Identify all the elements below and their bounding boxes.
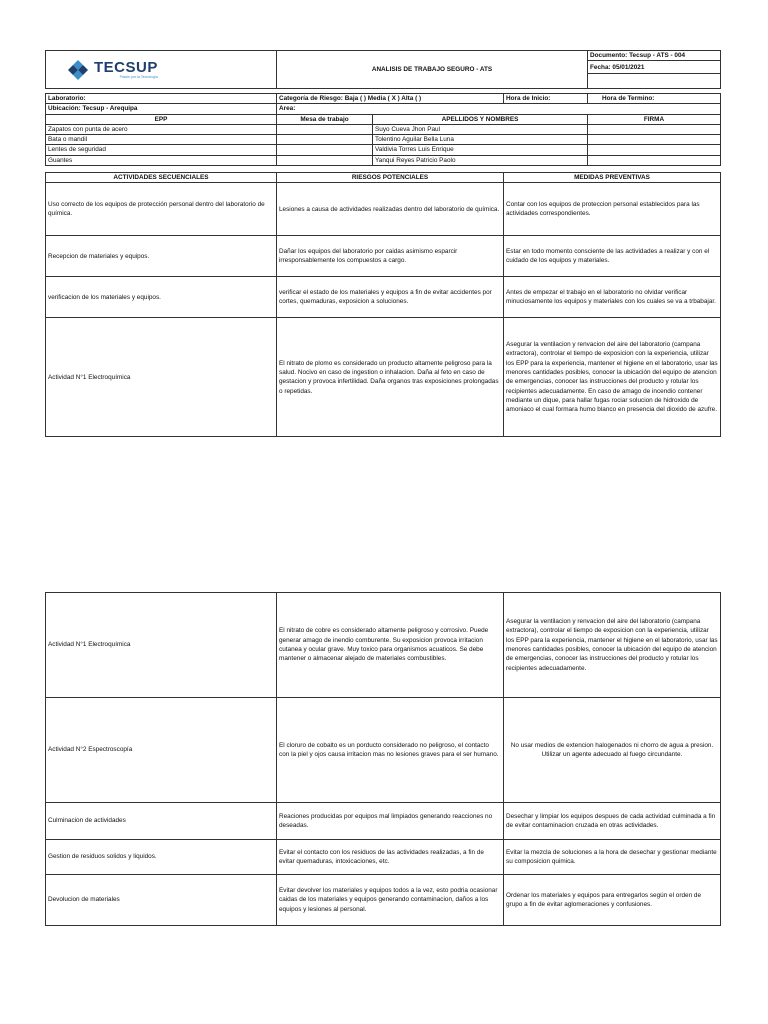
document-title: ANALISIS DE TRABAJO SEGURO - ATS: [277, 51, 588, 89]
mesa-cell: [277, 124, 373, 134]
document-code: Documento: Tecsup - ATS - 004: [588, 51, 721, 61]
mesa-header: Mesa de trabajo: [277, 114, 373, 124]
risk-cell: Dañar los equipos del laboratorio por caidas asimismo esparcir irresponsablemente los compuestos a cargo.: [277, 236, 504, 277]
activity-row: [46, 698, 721, 803]
nombre-cell: Valdivia Torres Luis Enrique: [373, 145, 588, 155]
hora-termino-label: Hora de Termino:: [588, 94, 721, 104]
firma-cell: [588, 135, 721, 145]
tecsup-logo: [48, 60, 274, 80]
medidas-header: MEDIDAS PREVENTIVAS: [504, 173, 721, 183]
logo-brand: TECSUP: [94, 58, 158, 76]
activity-row: [46, 318, 721, 437]
risk-cell: El nitrato de cobre es considerado altamente peligroso y corrosivo. Puede generar amago de inendio comburente. Su exposicion provoca irritacion cutanea y ocular grave. Muy toxico para organismos acuaticos. Se debe mantener o almacenar alejado de materiales combustibles.: [277, 593, 504, 698]
risk-cell: El cloruro de cobalto es un porducto considerado no peligroso, el contacto con la piel y ojos causa irritacion mas no lesiones graves para el ser humano.: [277, 698, 504, 803]
risk-cell: Evitar el contacto con los residuos de las actividades realizadas, a fin de evitar quemaduras, intoxicaciones, etc.: [277, 840, 504, 875]
firma-cell: [588, 155, 721, 165]
logo-tagline: Pasión por la Tecnología: [119, 74, 158, 79]
logo-cell: [46, 51, 277, 89]
risk-cell: Reaciones producidas por equipos mal limpiados generando reacciones no deseadas.: [277, 803, 504, 840]
mesa-cell: [277, 155, 373, 165]
activity-row: [46, 875, 721, 926]
measure-cell: Desechar y limpiar los equipos despues de cada actividad culminada a fin de evitar contaminacion cruzada en otras actividades.: [504, 803, 721, 840]
actividades-table-page-2: [45, 592, 721, 926]
risk-cell: Lesiones a causa de actividades realizadas dentro del laboratorio de química.: [277, 183, 504, 236]
document-date: Fecha: 05/01/2021: [588, 61, 721, 74]
activity-cell: Recepcion de materiales y equipos.: [46, 236, 277, 277]
ubicacion-label: Ubicación: Tecsup - Arequipa: [46, 104, 277, 114]
area-label: Area:: [277, 104, 721, 114]
activity-row: [46, 840, 721, 875]
firma-cell: [588, 145, 721, 155]
epp-row: [46, 145, 721, 155]
epp-item: Lentes de seguridad: [46, 145, 277, 155]
activity-cell: verificacion de los materiales y equipos.: [46, 277, 277, 318]
activity-cell: Uso correcto de los equipos de protección personal dentro del laboratorio de química.: [46, 183, 277, 236]
firma-cell: [588, 124, 721, 134]
activity-cell: Culminacion de actividades: [46, 803, 277, 840]
laboratorio-label: Laboratorio:: [46, 94, 277, 104]
activity-row: [46, 236, 721, 277]
activity-row: [46, 803, 721, 840]
mesa-cell: [277, 145, 373, 155]
nombres-header: APELLIDOS Y NOMBRES: [373, 114, 588, 124]
mesa-cell: [277, 135, 373, 145]
risk-cell: verificar el estado de los materiales y equipos a fin de evitar accidentes por cortes, quemaduras, exposicion a soluciones.: [277, 277, 504, 318]
epp-item: Guantes: [46, 155, 277, 165]
actividades-table-page-1: [45, 172, 721, 437]
activity-row: [46, 277, 721, 318]
activity-row: [46, 183, 721, 236]
measure-cell: Asegurar la ventilacion y renvacion del aire del laboratorio (campana extractora), controlar el tiempo de exposicion con la experiencia, utilizar los EPP para la experiencia, mantener el higiene en el laboratorio, usar las menores cantidades posibles, conocer la ubicación del equipo de atencion de emergencias, conocer las instrucciones del producto y rotular los recipientes adecuadamente.: [504, 593, 721, 698]
nombre-cell: Suyo Cueva Jhon Paul: [373, 124, 588, 134]
activity-cell: Actividad N°2 Espectroscopía: [46, 698, 277, 803]
measure-cell: Ordenar los materiales y equipos para entregarlos según el orden de grupo a fin de evitar aglomeraciones y confusiones.: [504, 875, 721, 926]
measure-cell: Antes de empezar el trabajo en el laboratorio no olvidar verificar minuciosamente los equipos y materiales con los cuales se va a trbabajar.: [504, 277, 721, 318]
nombre-cell: Tolentino Aguilar Bella Luna: [373, 135, 588, 145]
activity-cell: Actividad N°1 Electroquímica: [46, 318, 277, 437]
hora-inicio-label: Hora de Inicio:: [504, 94, 588, 104]
ats-sheet-page-1: [45, 50, 721, 89]
epp-row: [46, 155, 721, 165]
epp-row: [46, 135, 721, 145]
header-blank: [588, 74, 721, 89]
epp-row: [46, 124, 721, 134]
epp-item: Bata o mandil: [46, 135, 277, 145]
measure-cell: Asegurar la ventilacion y renvacion del aire del laboratorio (campana extractora), controlar el tiempo de exposicion con la experiencia, utilizar los EPP para la experiencia, mantener el higiene en el laboratorio, usar las menores cantidades posibles, conocer la ubicación del equipo de atencion de emergencias, conocer las instrucciones del producto y rotular los recipientes adecuadamente. En caso de amago de incendio contener mediante un dique, para hallar fugas rociar solucion de hidroxido de amoniaco el cual formara humo blanco en presencia del dioxido de azufre.: [504, 318, 721, 437]
measure-cell: Estar en todo momento consciente de las actividades a realizar y con el cuidado de los equipos y materiales.: [504, 236, 721, 277]
nombre-cell: Yanqui Reyes Patricio Paolo: [373, 155, 588, 165]
tecsup-logo-icon: [66, 60, 90, 80]
ats-info-table: [45, 93, 721, 166]
measure-cell: Contar con los equipos de proteccion personal establecidos para las actividades correspondientes.: [504, 183, 721, 236]
epp-header: EPP: [46, 114, 277, 124]
risk-cell: Evitar devolver los materiales y equipos todos a la vez, esto podria ocasionar caidas de los materiales y equipos generando contaminacion, daños a los equipos y lesiones al personal.: [277, 875, 504, 926]
activity-cell: Gestion de residuos solidos y liquidos.: [46, 840, 277, 875]
actividades-header: ACTIVIDADES SECUENCIALES: [46, 173, 277, 183]
riesgos-header: RIESGOS POTENCIALES: [277, 173, 504, 183]
firma-header: FIRMA: [588, 114, 721, 124]
measure-cell: Evitar la mezcla de soluciones a la hora de desechar y gestionar mediante su composicion quimica.: [504, 840, 721, 875]
risk-cell: El nitrato de plomo es considerado un producto altamente peligroso para la salud. Nocivo en caso de ingestion o inhalacion. Daña al feto en caso de gestacion y provoca infertilidad. Daña organos tras exposiciones prolongadas o repetidas.: [277, 318, 504, 437]
epp-item: Zapatos con punta de acero: [46, 124, 277, 134]
measure-cell: No usar medios de extencion halogenados ni chorro de agua a presion. Utilizar un agente adecuado al fuego circundante.: [504, 698, 721, 803]
activity-cell: Devolucion de materiales: [46, 875, 277, 926]
activity-row: [46, 593, 721, 698]
activity-cell: Actividad N°1 Electroquímica: [46, 593, 277, 698]
categoria-riesgo: Categoría de Riesgo: Baja ( ) Media ( X ) Alta ( ): [277, 94, 504, 104]
